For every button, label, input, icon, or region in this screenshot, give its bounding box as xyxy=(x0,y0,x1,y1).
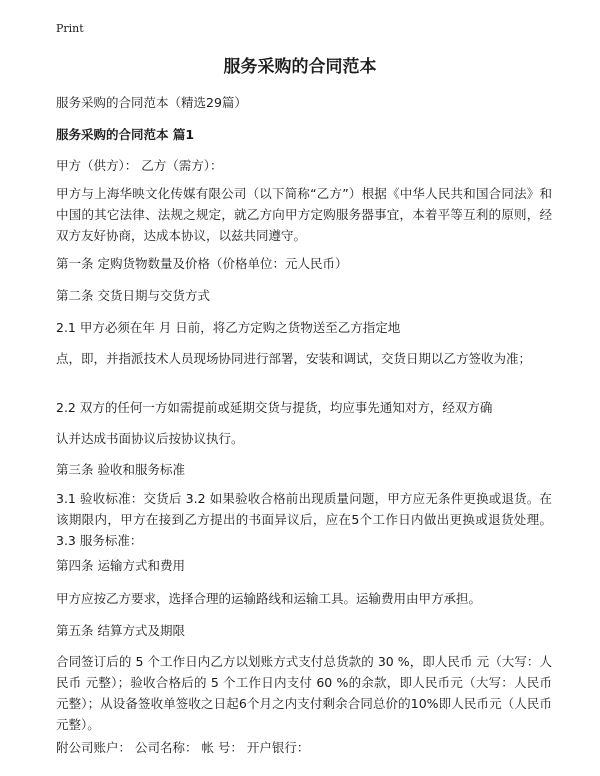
document-subtitle: 服务采购的合同范本（精选29篇） xyxy=(56,95,247,110)
article-1-heading: 第一条 定购货物数量及价格（价格单位：元人民币） xyxy=(56,256,348,271)
clause-2-2-line-2: 认并达成书面协议后按协议执行。 xyxy=(56,431,244,446)
document-title: 服务采购的合同范本 xyxy=(223,57,377,77)
article-5-heading: 第五条 结算方式及期限 xyxy=(56,623,185,638)
clause-3-paragraph: 3.1 验收标准：交货后 3.2 如果验收合格前出现质量问题，甲方应无条件更换或退货。在该期限内，甲方在接到乙方提出的书面异议后，应在5个工作日内做出更换或退货处理。 3.3 服务标准： xyxy=(56,491,552,548)
article-2-heading: 第二条 交货日期与交货方式 xyxy=(56,288,210,303)
clause-2-2-line-1: 2.2 双方的任何一方如需提前或延期交货与提货，均应事先通知对方，经双方确 xyxy=(56,400,493,415)
account-info-line: 附公司账户： 公司名称： 帐 号： 开户银行： xyxy=(56,740,310,755)
clause-2-1-line-1: 2.1 甲方必须在年 月 日前，将乙方定购之货物送至乙方指定地 xyxy=(56,320,401,335)
article-4-heading: 第四条 运输方式和费用 xyxy=(56,558,185,573)
section-heading: 服务采购的合同范本 篇1 xyxy=(56,127,195,142)
clause-2-1-line-2: 点，即，并指派技术人员现场协同进行部署，安装和调试，交货日期以乙方签收为准； xyxy=(56,351,532,366)
clause-4-paragraph: 甲方应按乙方要求，选择合理的运输路线和运输工具。运输费用由甲方承担。 xyxy=(56,591,482,606)
print-link[interactable]: Print xyxy=(56,22,84,35)
article-3-heading: 第三条 验收和服务标准 xyxy=(56,462,185,477)
clause-5-paragraph: 合同签订后的 5 个工作日内乙方以划账方式支付总货款的 30 %，即人民币 元（大写：人民币 元整）；验收合格后的 5 个工作日内支付 60 %的余款，即人民币元（大写：人民币元整）；从设备签收单签收之日起6个月之内支付剩余合同总价的10%即人民币元（人民币元整）。 xyxy=(56,654,552,732)
parties-line: 甲方（供方）： 乙方（需方）： xyxy=(56,158,223,173)
intro-paragraph: 甲方与上海华映文化传媒有限公司（以下简称“乙方”）根据《中华人民共和国合同法》和中国的其它法律、法规之规定，就乙方向甲方定购服务器事宜，本着平等互利的原则，经双方友好协商，达成本协议，以兹共同遵守。 xyxy=(56,186,552,243)
